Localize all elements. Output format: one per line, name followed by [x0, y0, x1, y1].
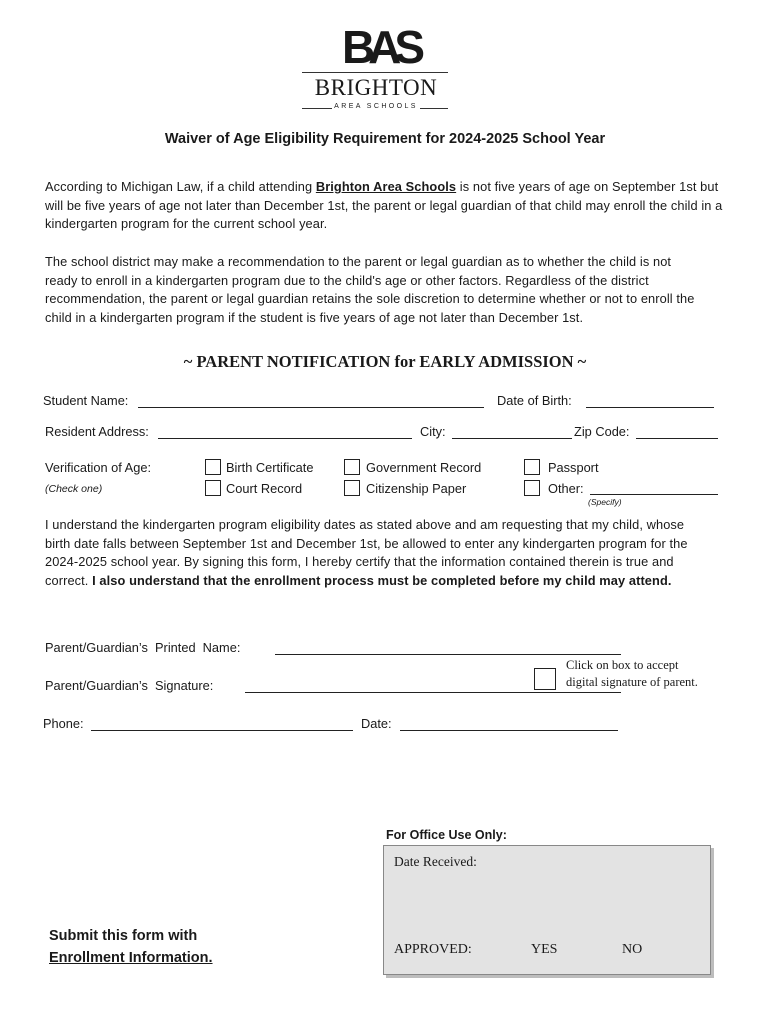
signature-field[interactable] [245, 692, 621, 693]
student-name-field[interactable] [138, 407, 484, 408]
birth-certificate-label: Birth Certificate [226, 460, 314, 475]
approved-no: NO [622, 942, 643, 957]
certification-paragraph [45, 516, 713, 590]
section-heading: ~ PARENT NOTIFICATION for EARLY ADMISSION ~ [183, 352, 587, 371]
date-of-birth-label: Date of Birth: [497, 393, 572, 408]
passport-checkbox[interactable] [524, 459, 540, 475]
birth-certificate-checkbox[interactable] [205, 459, 221, 475]
date-field[interactable] [400, 730, 618, 731]
date-label: Date: [361, 716, 392, 731]
digital-signature-note-line2: digital signature of parent. [566, 675, 698, 689]
citizenship-paper-label: Citizenship Paper [366, 481, 467, 496]
intro-text-end: is not five years of age on September 1st but will be five years of age not later than December 1st, the parent or legal guardian of that child may enroll the child in a kindergarten program for the current school year. [45, 179, 723, 232]
office-use-box [383, 845, 711, 975]
digital-signature-note-line1: Click on box to accept [566, 658, 679, 672]
enrollment-requirement-text: I also understand that the enrollment process must be completed before my child may attend. [92, 572, 672, 588]
other-label: Other: [548, 481, 584, 496]
office-use-heading: For Office Use Only: [386, 828, 507, 842]
resident-address-field[interactable] [158, 438, 412, 439]
student-name-label: Student Name: [43, 393, 129, 408]
citizenship-paper-checkbox[interactable] [344, 480, 360, 496]
submit-note [49, 925, 213, 969]
city-label: City: [420, 424, 446, 439]
zip-code-label: Zip Code: [574, 424, 630, 439]
government-record-checkbox[interactable] [344, 459, 360, 475]
date-received-label: Date Received: [394, 854, 477, 869]
verification-label: Verification of Age: [45, 460, 151, 475]
digital-signature-checkbox[interactable] [534, 668, 556, 690]
recommendation-paragraph: The school district may make a recommendation to the parent or legal guardian as to whether the child is not ready to enroll in a kindergarten program due to the child's age or other factors. Regardless of the district recommendation, the parent or legal guardian retains the sole discretion to determine whether or not to enroll the child in a kindergarten program if the student is five years of age not later than December 1st. [45, 254, 695, 325]
logo-rule-right [420, 108, 448, 109]
submit-note-line2: Enrollment Information. [49, 950, 213, 966]
date-of-birth-field[interactable] [586, 407, 714, 408]
logo-rule-top [302, 72, 448, 73]
court-record-checkbox[interactable] [205, 480, 221, 496]
city-field[interactable] [452, 438, 572, 439]
intro-text-start: According to Michigan Law, if a child attending [45, 179, 316, 194]
submit-note-line1: Submit this form with [49, 928, 198, 944]
approved-label: APPROVED: [394, 942, 472, 957]
printed-name-label: Parent/Guardian’s Printed Name: [45, 640, 241, 655]
verification-note: (Check one) [45, 483, 103, 495]
phone-label: Phone: [43, 716, 84, 731]
specify-note: (Specify) [588, 497, 622, 507]
district-logo [300, 22, 452, 114]
zip-code-field[interactable] [636, 438, 718, 439]
court-record-label: Court Record [226, 481, 303, 496]
resident-address-label: Resident Address: [45, 424, 149, 439]
logo-subtitle: AREA SCHOOLS [334, 103, 418, 110]
intro-paragraph [45, 178, 725, 234]
phone-field[interactable] [91, 730, 353, 731]
logo-rule-left [302, 108, 332, 109]
district-name: Brighton Area Schools [315, 179, 457, 194]
printed-name-field[interactable] [275, 654, 621, 655]
certification-text: I understand the kindergarten program eligibility dates as stated above and am requesting that my child, whose birth date falls between September 1st and December 1st, be allowed to enter any kindergarten program for the 2024-2025 school year. By signing this form, I hereby certify that the information contained therein is true and correct. [45, 517, 688, 588]
other-specify-field[interactable] [590, 494, 718, 495]
digital-signature-note [566, 657, 698, 691]
passport-label: Passport [548, 460, 599, 475]
approved-yes: YES [531, 942, 558, 957]
signature-label: Parent/Guardian’s Signature: [45, 678, 214, 693]
form-title: Waiver of Age Eligibility Requirement for 2024-2025 School Year [164, 131, 606, 147]
logo-letters: BAS [341, 21, 419, 73]
government-record-label: Government Record [366, 460, 482, 475]
logo-name: BRIGHTON [314, 75, 438, 100]
other-checkbox[interactable] [524, 480, 540, 496]
